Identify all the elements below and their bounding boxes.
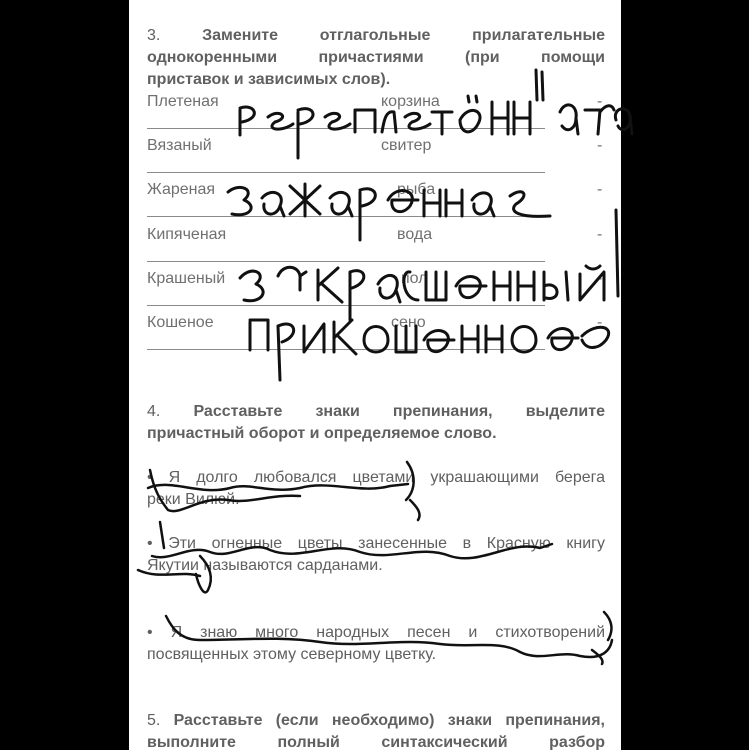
noun: корзина bbox=[381, 93, 440, 110]
adjective: Кошеное bbox=[147, 314, 214, 331]
handwritten-marks-sentence-2 bbox=[138, 522, 552, 592]
sentence-line: Якутии называются сарданами. bbox=[147, 557, 383, 574]
sentence-line: • Я знаю много народных песен и стихотворений bbox=[147, 624, 605, 641]
task5-line2: выполните полный синтаксический разбор bbox=[147, 734, 605, 750]
noun: пол bbox=[401, 270, 428, 287]
dash: - bbox=[597, 181, 603, 198]
noun: сено bbox=[391, 314, 426, 331]
dash: - bbox=[597, 93, 603, 110]
handwritten-answer-1 bbox=[240, 70, 632, 158]
adjective: Вязаный bbox=[147, 137, 212, 154]
dash: - bbox=[597, 226, 603, 243]
dash: - bbox=[597, 314, 603, 331]
handwritten-answer-3 bbox=[240, 210, 618, 320]
dash: - bbox=[597, 270, 603, 287]
noun: рыба bbox=[397, 181, 436, 198]
handwritten-answer-2 bbox=[228, 184, 550, 240]
task5-number: 5. bbox=[147, 712, 161, 729]
sentence-line: • Эти огненные цветы занесенные в Красную книгу bbox=[147, 535, 605, 552]
task3-line2: однокоренными причастиями (при помощи bbox=[147, 49, 605, 66]
sentence-line: реки Вилюй. bbox=[147, 491, 240, 508]
adjective: Крашеный bbox=[147, 270, 226, 287]
handwritten-marks-sentence-3 bbox=[166, 612, 612, 664]
task4-line1: 4. Расставьте знаки препинания, выделите bbox=[147, 403, 605, 420]
adjective: Плетеная bbox=[147, 93, 219, 110]
task5-line1: 5. Расставьте (если необходимо) знаки препинания, bbox=[147, 712, 605, 729]
task4-number: 4. bbox=[147, 403, 161, 420]
noun: вода bbox=[397, 226, 433, 243]
task3-line3: приставок и зависимых слов). bbox=[147, 71, 391, 88]
task4-line2: причастный оборот и определяемое слово. bbox=[147, 425, 497, 442]
task3-line1: 3. Замените отглагольные прилагательные bbox=[147, 27, 606, 44]
handwritten-answer-4 bbox=[250, 320, 609, 380]
noun: свитер bbox=[381, 137, 432, 154]
task3-number: 3. bbox=[147, 27, 161, 44]
adjective: Жареная bbox=[147, 181, 216, 198]
sentence-line: • Я долго любовался цветами украшающими берега bbox=[147, 469, 605, 486]
handwritten-marks-sentence-1 bbox=[148, 462, 420, 520]
dash: - bbox=[597, 137, 603, 154]
adjective: Кипяченая bbox=[147, 226, 227, 243]
sentence-line: посвященных этому северному цветку. bbox=[147, 646, 437, 663]
